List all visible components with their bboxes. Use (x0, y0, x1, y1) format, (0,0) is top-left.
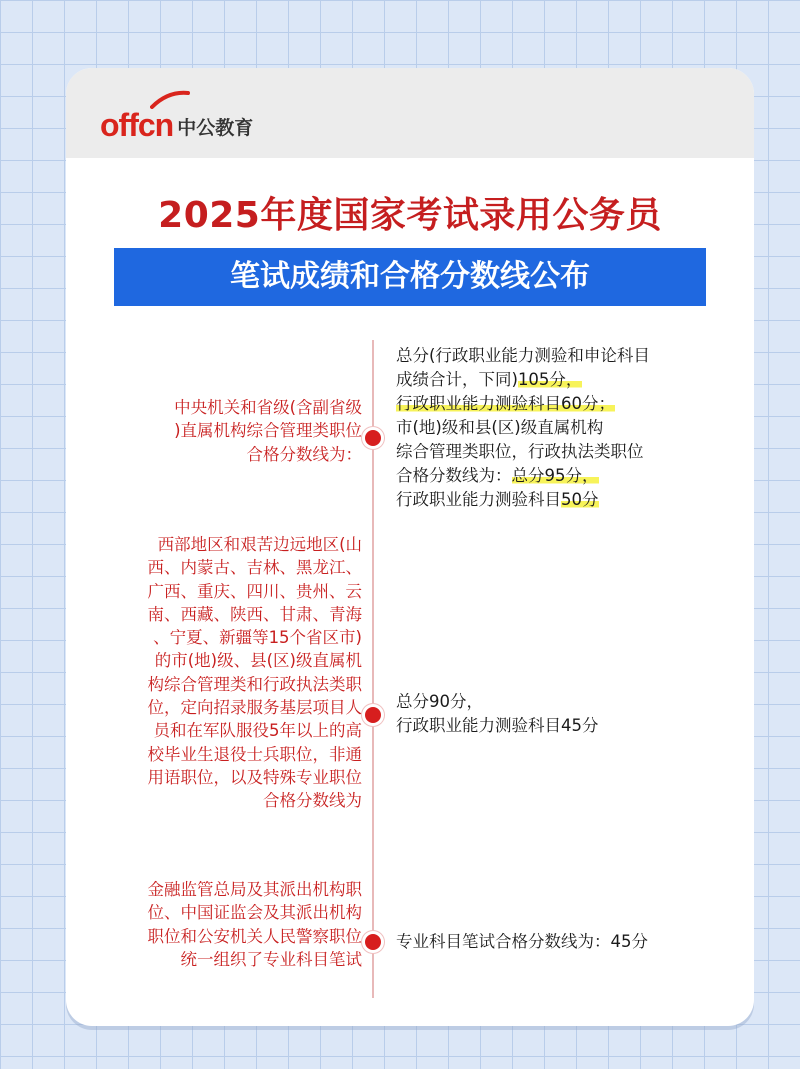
entry-category (66, 533, 362, 813)
category-line: 金融监管总局及其派出机构职 (147, 880, 362, 899)
score-line (396, 690, 599, 714)
category-line: 中央机关和省级(含副省级 (174, 398, 362, 417)
score-highlight: 总分95分， (511, 466, 599, 485)
category-line: 西、内蒙古、吉林、黑龙江、 (147, 558, 362, 578)
logo-chinese-name: 中公教育 (177, 117, 254, 139)
logo-swoosh-icon (150, 89, 190, 109)
category-line: 职位和公安机关人民警察职位 (147, 926, 362, 946)
category-line: 、宁夏、新疆等15个省区市) (153, 628, 362, 648)
entry-scores (396, 930, 648, 954)
score-text: 行政职业能力测验科目45分 (396, 716, 599, 735)
category-line: )直属机构综合管理类职位 (174, 421, 362, 441)
entry-scores (396, 344, 650, 512)
category-line: 构综合管理类和行政执法类职 (147, 674, 362, 694)
offcn-logo (100, 101, 253, 141)
category-line: 合格分数线为 (263, 791, 362, 811)
score-line (396, 440, 650, 464)
category-line: 位、中国证监会及其派出机构 (147, 903, 362, 923)
score-line (396, 392, 650, 416)
score-text: 成绩合计，下同) (396, 370, 518, 389)
score-text: 总分90分， (396, 692, 483, 711)
timeline-dot-icon (365, 934, 381, 950)
entry-category (66, 396, 362, 466)
score-line (396, 344, 650, 368)
timeline-dot-icon (365, 707, 381, 723)
category-line: 员和在军队服役5年以上的高 (153, 721, 362, 741)
score-text: 市(地)级和县(区)级直属机构 (396, 418, 604, 437)
category-line: 西部地区和艰苦边远地区(山 (157, 535, 362, 554)
category-line: 校毕业生退役士兵职位，非通 (147, 744, 362, 764)
page-subtitle: 笔试成绩和合格分数线公布 (230, 259, 590, 294)
score-line (396, 714, 599, 738)
category-line: 位，定向招录服务基层项目人 (147, 698, 362, 718)
score-text: 综合管理类职位，行政执法类职位 (396, 442, 644, 461)
category-line: 的市(地)级、县(区)级直属机 (154, 651, 362, 671)
subtitle-banner (114, 248, 706, 306)
score-line (396, 930, 648, 954)
category-line: 南、西藏、陕西、甘肃、青海 (147, 604, 362, 624)
entry-scores (396, 690, 599, 738)
category-line: 合格分数线为： (246, 444, 362, 464)
score-line (396, 488, 650, 512)
score-highlight: 50分 (561, 490, 599, 509)
category-line: 用语职位，以及特殊专业职位 (147, 767, 362, 787)
poster-card (66, 68, 754, 1026)
category-line: 统一组织了专业科目笔试 (180, 949, 362, 969)
header-band (66, 68, 754, 158)
category-line: 广西、重庆、四川、贵州、云 (147, 581, 362, 601)
score-highlight: 105分， (517, 370, 583, 389)
score-text: 专业科目笔试合格分数线为：45分 (396, 932, 648, 951)
score-highlight: 行政职业能力测验科目60分； (396, 394, 615, 413)
entry-category (66, 878, 362, 971)
score-line (396, 464, 650, 488)
timeline-dot-icon (365, 430, 381, 446)
score-text: 行政职业能力测验科目 (396, 490, 561, 509)
score-line (396, 368, 650, 392)
page-title: 2025年度国家考试录用公务员 (158, 195, 662, 236)
logo-brand-text: offcn (100, 107, 174, 143)
score-text: 合格分数线为： (396, 466, 512, 485)
score-text: 总分(行政职业能力测验和申论科目 (396, 346, 650, 365)
score-line (396, 416, 650, 440)
